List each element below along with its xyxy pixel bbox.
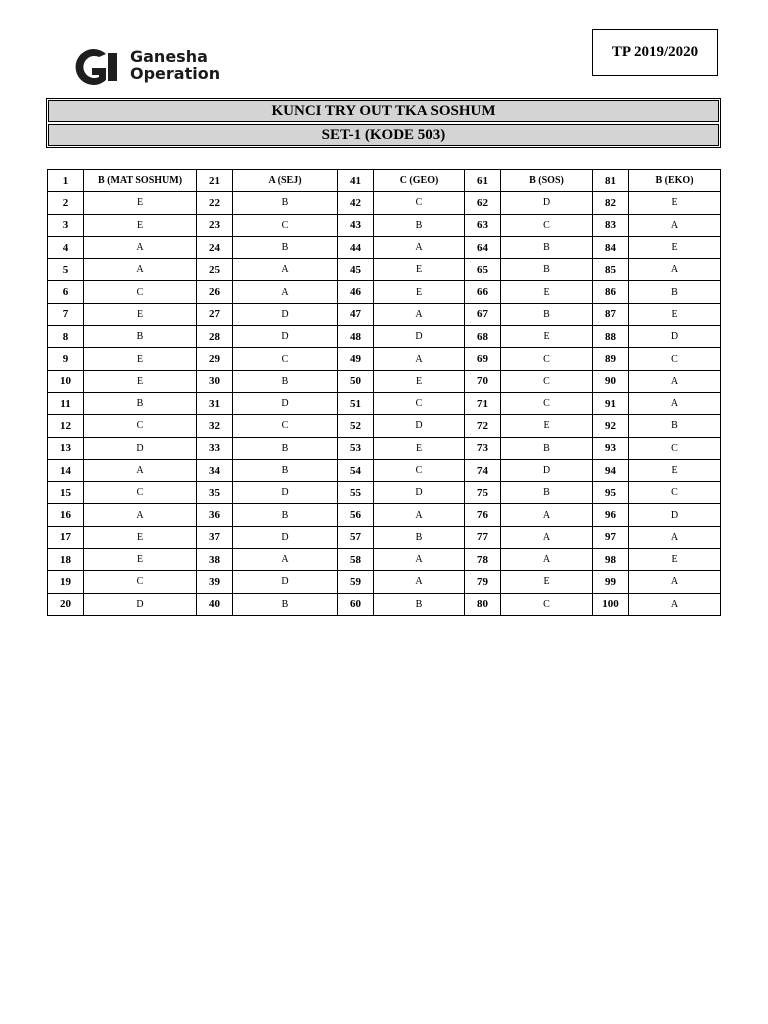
answer-key: D <box>233 392 338 414</box>
question-number: 98 <box>593 549 629 571</box>
answer-key: A <box>629 526 721 548</box>
question-number: 17 <box>48 526 84 548</box>
answer-key: A <box>84 259 197 281</box>
title-block <box>46 98 721 148</box>
question-number: 60 <box>338 593 374 615</box>
answer-key: E <box>84 348 197 370</box>
question-number: 95 <box>593 482 629 504</box>
answer-key: B <box>629 415 721 437</box>
table-row <box>48 482 721 504</box>
answer-key: B (MAT SOSHUM) <box>84 170 197 192</box>
question-number: 85 <box>593 259 629 281</box>
question-number: 78 <box>465 549 501 571</box>
question-number: 29 <box>197 348 233 370</box>
answer-key: A <box>233 259 338 281</box>
answer-key: B <box>233 459 338 481</box>
answer-key: A <box>501 526 593 548</box>
answer-key: C <box>233 214 338 236</box>
answer-key: E <box>501 281 593 303</box>
answer-key: C <box>501 348 593 370</box>
question-number: 23 <box>197 214 233 236</box>
question-number: 63 <box>465 214 501 236</box>
question-number: 64 <box>465 236 501 258</box>
answer-key: A <box>629 370 721 392</box>
answer-key: A <box>233 281 338 303</box>
answer-key: A <box>374 236 465 258</box>
answer-key: A <box>501 549 593 571</box>
table-row <box>48 549 721 571</box>
answer-key: B <box>233 437 338 459</box>
answer-key: E <box>629 459 721 481</box>
question-number: 15 <box>48 482 84 504</box>
answer-key: A <box>84 459 197 481</box>
answer-key: E <box>84 549 197 571</box>
question-number: 88 <box>593 326 629 348</box>
document-subtitle: SET-1 (KODE 503) <box>48 124 719 146</box>
ganesha-operation-logo <box>66 44 246 92</box>
question-number: 26 <box>197 281 233 303</box>
question-number: 96 <box>593 504 629 526</box>
question-number: 20 <box>48 593 84 615</box>
question-number: 39 <box>197 571 233 593</box>
question-number: 100 <box>593 593 629 615</box>
question-number: 25 <box>197 259 233 281</box>
table-row <box>48 326 721 348</box>
question-number: 27 <box>197 303 233 325</box>
question-number: 48 <box>338 326 374 348</box>
question-number: 4 <box>48 236 84 258</box>
answer-key: B <box>84 326 197 348</box>
question-number: 46 <box>338 281 374 303</box>
table-row <box>48 526 721 548</box>
question-number: 32 <box>197 415 233 437</box>
question-number: 69 <box>465 348 501 370</box>
question-number: 70 <box>465 370 501 392</box>
question-number: 14 <box>48 459 84 481</box>
question-number: 34 <box>197 459 233 481</box>
question-number: 11 <box>48 392 84 414</box>
question-number: 93 <box>593 437 629 459</box>
question-number: 97 <box>593 526 629 548</box>
question-number: 10 <box>48 370 84 392</box>
answer-key: B <box>501 236 593 258</box>
question-number: 92 <box>593 415 629 437</box>
question-number: 31 <box>197 392 233 414</box>
answer-key: A <box>501 504 593 526</box>
question-number: 30 <box>197 370 233 392</box>
question-number: 52 <box>338 415 374 437</box>
answer-key: A <box>233 549 338 571</box>
question-number: 43 <box>338 214 374 236</box>
answer-key: B <box>629 281 721 303</box>
answer-key: C <box>629 437 721 459</box>
answer-key: C <box>501 593 593 615</box>
brand-line-2: Operation <box>130 64 221 83</box>
question-number: 67 <box>465 303 501 325</box>
answer-key: C (GEO) <box>374 170 465 192</box>
answer-key: D <box>501 192 593 214</box>
answer-key: B (SOS) <box>501 170 593 192</box>
answer-key: A <box>374 549 465 571</box>
answer-key: B <box>501 437 593 459</box>
answer-key: C <box>84 415 197 437</box>
answer-key: E <box>84 214 197 236</box>
answer-key: B <box>501 303 593 325</box>
answer-key: A <box>374 303 465 325</box>
question-number: 55 <box>338 482 374 504</box>
answer-key: C <box>501 214 593 236</box>
brand-line-1: Ganesha <box>130 47 208 66</box>
question-number: 74 <box>465 459 501 481</box>
question-number: 68 <box>465 326 501 348</box>
answer-key: B <box>84 392 197 414</box>
table-row <box>48 214 721 236</box>
answer-key: E <box>374 370 465 392</box>
table-row <box>48 437 721 459</box>
question-number: 44 <box>338 236 374 258</box>
question-number: 99 <box>593 571 629 593</box>
answer-key: C <box>501 370 593 392</box>
question-number: 13 <box>48 437 84 459</box>
question-number: 3 <box>48 214 84 236</box>
question-number: 75 <box>465 482 501 504</box>
question-number: 9 <box>48 348 84 370</box>
answer-key: B <box>374 593 465 615</box>
answer-key: E <box>501 326 593 348</box>
question-number: 42 <box>338 192 374 214</box>
question-number: 49 <box>338 348 374 370</box>
question-number: 59 <box>338 571 374 593</box>
answer-key: A <box>629 214 721 236</box>
table-row <box>48 259 721 281</box>
answer-key: D <box>233 482 338 504</box>
question-number: 77 <box>465 526 501 548</box>
answer-key: E <box>629 236 721 258</box>
question-number: 58 <box>338 549 374 571</box>
table-row <box>48 281 721 303</box>
question-number: 5 <box>48 259 84 281</box>
table-row <box>48 236 721 258</box>
answer-key: B <box>233 593 338 615</box>
answer-key: C <box>233 415 338 437</box>
question-number: 12 <box>48 415 84 437</box>
ganesha-g-logo-icon <box>66 44 118 90</box>
answer-key: A <box>629 571 721 593</box>
answer-key: E <box>629 303 721 325</box>
answer-key: E <box>84 192 197 214</box>
answer-key: A <box>629 392 721 414</box>
question-number: 86 <box>593 281 629 303</box>
answer-key: A <box>629 593 721 615</box>
question-number: 91 <box>593 392 629 414</box>
answer-key: A <box>84 504 197 526</box>
answer-key: E <box>501 415 593 437</box>
table-row <box>48 415 721 437</box>
answer-key: C <box>374 192 465 214</box>
question-number: 40 <box>197 593 233 615</box>
question-number: 8 <box>48 326 84 348</box>
answer-key: D <box>374 482 465 504</box>
table-row <box>48 170 721 192</box>
answer-key: E <box>84 370 197 392</box>
brand-name <box>130 48 220 82</box>
question-number: 38 <box>197 549 233 571</box>
answer-key: E <box>629 549 721 571</box>
question-number: 79 <box>465 571 501 593</box>
answer-key: D <box>374 326 465 348</box>
answer-key: B <box>233 236 338 258</box>
question-number: 94 <box>593 459 629 481</box>
answer-key: D <box>233 571 338 593</box>
question-number: 57 <box>338 526 374 548</box>
answer-key: E <box>629 192 721 214</box>
question-number: 24 <box>197 236 233 258</box>
table-row <box>48 571 721 593</box>
table-row <box>48 392 721 414</box>
question-number: 66 <box>465 281 501 303</box>
answer-key: C <box>629 482 721 504</box>
question-number: 45 <box>338 259 374 281</box>
question-number: 37 <box>197 526 233 548</box>
question-number: 62 <box>465 192 501 214</box>
question-number: 89 <box>593 348 629 370</box>
question-number: 16 <box>48 504 84 526</box>
answer-key: B <box>501 482 593 504</box>
answer-key: E <box>501 571 593 593</box>
question-number: 22 <box>197 192 233 214</box>
answer-key: D <box>84 593 197 615</box>
answer-key-table <box>47 169 721 616</box>
answer-key: C <box>629 348 721 370</box>
question-number: 54 <box>338 459 374 481</box>
question-number: 28 <box>197 326 233 348</box>
answer-key: B (EKO) <box>629 170 721 192</box>
question-number: 76 <box>465 504 501 526</box>
question-number: 53 <box>338 437 374 459</box>
answer-key: B <box>233 504 338 526</box>
question-number: 84 <box>593 236 629 258</box>
question-number: 71 <box>465 392 501 414</box>
answer-key: D <box>629 326 721 348</box>
question-number: 36 <box>197 504 233 526</box>
document-title: KUNCI TRY OUT TKA SOSHUM <box>48 100 719 122</box>
question-number: 65 <box>465 259 501 281</box>
question-number: 41 <box>338 170 374 192</box>
table-row <box>48 192 721 214</box>
answer-key: A <box>374 504 465 526</box>
question-number: 61 <box>465 170 501 192</box>
answer-key: A <box>374 571 465 593</box>
question-number: 21 <box>197 170 233 192</box>
question-number: 51 <box>338 392 374 414</box>
answer-key: D <box>501 459 593 481</box>
answer-key: C <box>501 392 593 414</box>
question-number: 87 <box>593 303 629 325</box>
answer-key: C <box>233 348 338 370</box>
question-number: 35 <box>197 482 233 504</box>
table-row <box>48 370 721 392</box>
table-row <box>48 593 721 615</box>
answer-key: B <box>233 370 338 392</box>
period-badge: TP 2019/2020 <box>592 29 718 76</box>
answer-key: D <box>84 437 197 459</box>
question-number: 82 <box>593 192 629 214</box>
answer-key: E <box>374 259 465 281</box>
question-number: 7 <box>48 303 84 325</box>
question-number: 1 <box>48 170 84 192</box>
question-number: 50 <box>338 370 374 392</box>
question-number: 72 <box>465 415 501 437</box>
question-number: 19 <box>48 571 84 593</box>
answer-key: C <box>374 459 465 481</box>
question-number: 18 <box>48 549 84 571</box>
table-row <box>48 348 721 370</box>
answer-key: B <box>501 259 593 281</box>
question-number: 33 <box>197 437 233 459</box>
question-number: 81 <box>593 170 629 192</box>
answer-key: B <box>374 214 465 236</box>
question-number: 2 <box>48 192 84 214</box>
answer-key: A <box>629 259 721 281</box>
question-number: 80 <box>465 593 501 615</box>
answer-key: C <box>84 571 197 593</box>
answer-key: D <box>629 504 721 526</box>
answer-key: E <box>84 303 197 325</box>
answer-key: B <box>233 192 338 214</box>
answer-key: D <box>233 303 338 325</box>
question-number: 56 <box>338 504 374 526</box>
answer-key: C <box>374 392 465 414</box>
answer-key: C <box>84 482 197 504</box>
answer-key: D <box>374 415 465 437</box>
answer-key: A (SEJ) <box>233 170 338 192</box>
answer-key: E <box>84 526 197 548</box>
answer-key: A <box>84 236 197 258</box>
answer-key: A <box>374 348 465 370</box>
table-row <box>48 303 721 325</box>
question-number: 47 <box>338 303 374 325</box>
table-row <box>48 459 721 481</box>
answer-key: E <box>374 437 465 459</box>
answer-key: B <box>374 526 465 548</box>
answer-key: C <box>84 281 197 303</box>
question-number: 73 <box>465 437 501 459</box>
question-number: 90 <box>593 370 629 392</box>
question-number: 83 <box>593 214 629 236</box>
table-row <box>48 504 721 526</box>
question-number: 6 <box>48 281 84 303</box>
answer-key: E <box>374 281 465 303</box>
answer-key: D <box>233 326 338 348</box>
answer-key: D <box>233 526 338 548</box>
